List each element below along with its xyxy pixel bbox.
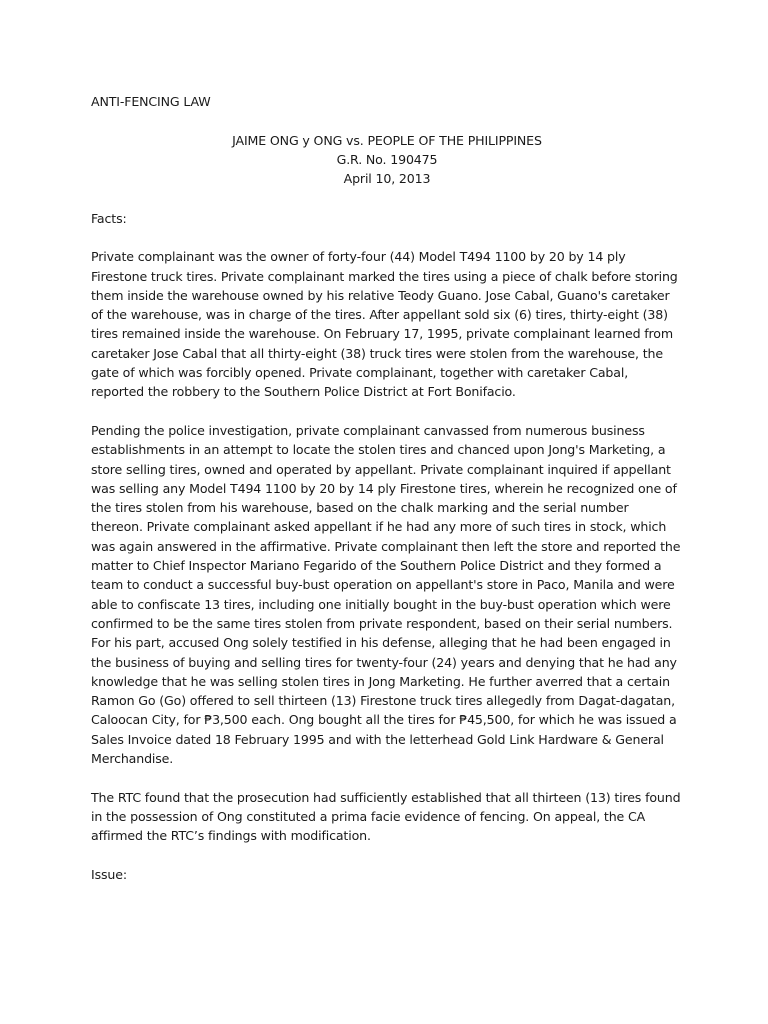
facts-heading: Facts: (91, 210, 127, 226)
document-title: ANTI-FENCING LAW (91, 94, 211, 109)
facts-paragraph-1: Private complainant was the owner of forty-four (44) Model T494 1100 by 20 by 14 ply Firestone truck tires. Private complainant marked the tires using a piece of chalk before storing them inside the warehouse owned by his relative Teody Guano. Jose Cabal, Guano's caretaker of the warehouse, was in charge of the tires. After appellant sold six (6) tires, thirty-eight (38) tires remained inside the warehouse. On February 17, 1995, private complainant learned from caretaker Jose Cabal that all thirty-eight (38) truck tires were stolen from the warehouse, the gate of which was forcibly opened. Private complainant, together with caretaker Cabal, reported the robbery to the Southern Police District at Fort Bonifacio. (91, 249, 678, 400)
case-date: April 10, 2013 (343, 171, 431, 187)
gr-number: G.R. No. 190475 (336, 152, 438, 168)
case-name: JAIME ONG y ONG vs. PEOPLE OF THE PHILIPPINES (232, 132, 542, 148)
issue-heading: Issue: (91, 866, 127, 882)
facts-paragraph-3: The RTC found that the prosecution had sufficiently established that all thirteen (13) tires found in the possession of Ong constituted a prima facie evidence of fencing. On appeal, the CA affirmed the RTC’s findings with modification. (91, 789, 681, 844)
facts-paragraph-2: Pending the police investigation, private complainant canvassed from numerous business establishments in an attempt to locate the stolen tires and chanced upon Jong's Marketing, a store selling tires, owned and operated by appellant. Private complainant inquired if appellant was selling any Model T494 1100 by 20 by 14 ply Firestone tires, wherein he recognized one of the tires stolen from his warehouse, based on the chalk marking and the serial number thereon. Private complainant asked appellant if he had any more of such tires in stock, which was again answered in the affirmative. Private complainant then left the store and reported the matter to Chief Inspector Mariano Fegarido of the Southern Police District and they formed a team to conduct a successful buy-bust operation on appellant's store in Paco, Manila and were able to confiscate 13 tires, including one initially bought in the buy-bust operation which were confirmed to be the same tires stolen from private respondent, based on their serial numbers. For his part, accused Ong solely testified in his defense, alleging that he had been engaged in the business of buying and selling tires for twenty-four (24) years and denying that he had any knowledge that he was selling stolen tires in Jong Marketing. He further averred that a certain Ramon Go (Go) offered to sell thirteen (13) Firestone truck tires allegedly from Dagat-dagatan, Caloocan City, for ₱3,500 each. Ong bought all the tires for ₱45,500, for which he was issued a Sales Invoice dated 18 February 1995 and with the letterhead Gold Link Hardware & General Merchandise. (91, 422, 681, 766)
case-header (91, 131, 683, 189)
document-page (91, 92, 683, 884)
